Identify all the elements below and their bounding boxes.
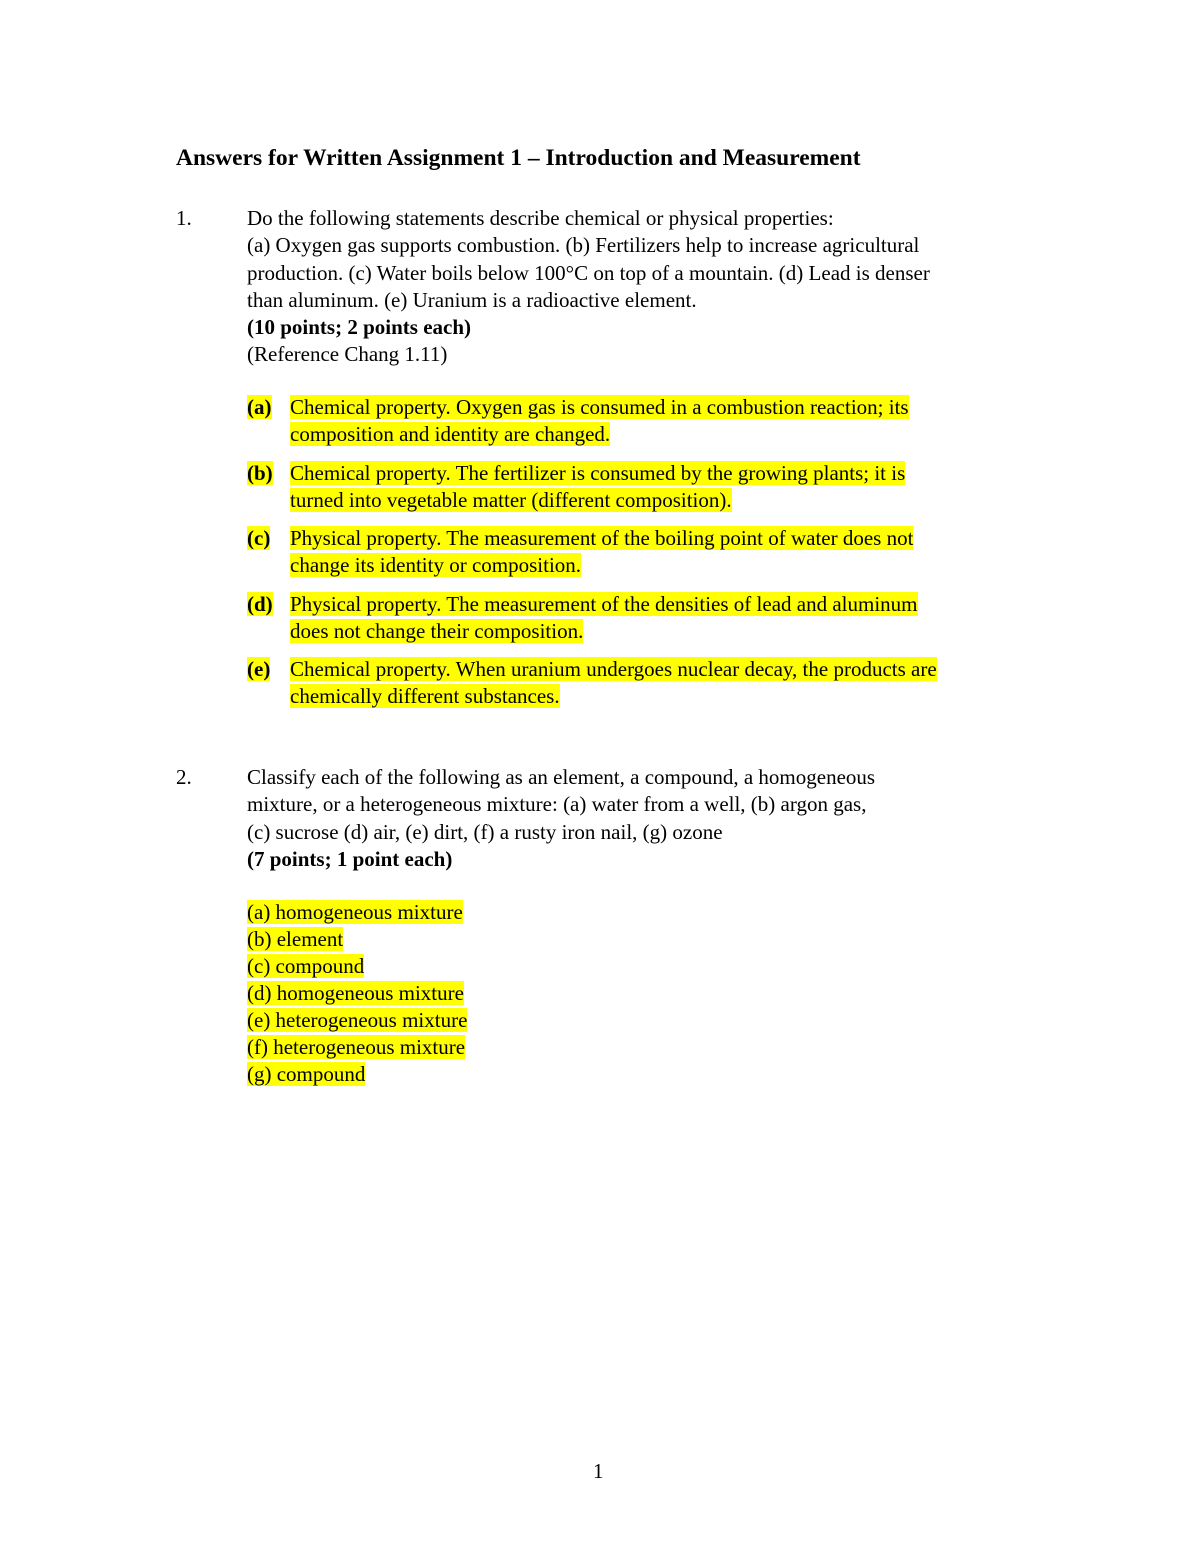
answer-label: (c)	[247, 526, 271, 550]
question-1-number: 1.	[176, 206, 192, 230]
question-1-line: Do the following statements describe chemical or physical properties:	[247, 206, 834, 230]
list-item: (f) heterogeneous mixture	[247, 1035, 466, 1059]
question-2-points: (7 points; 1 point each)	[247, 846, 453, 871]
list-item: (b) element	[247, 927, 344, 951]
answer-text: Chemical property. The fertilizer is consumed by the growing plants; it is	[290, 460, 906, 485]
question-2-prompt	[247, 764, 1047, 873]
list-item: (a) homogeneous mixture	[247, 900, 463, 924]
question-1-reference: (Reference Chang 1.11)	[247, 342, 448, 367]
answer-text: composition and identity are changed.	[290, 422, 611, 447]
question-2-number: 2.	[176, 765, 192, 789]
answer-text: Chemical property. Oxygen gas is consumed in a combustion reaction; its	[290, 395, 909, 419]
question-1-line: than aluminum. (e) Uranium is a radioactive element.	[247, 287, 697, 312]
document-title: Answers for Written Assignment 1 – Introduction and Measurement	[176, 145, 861, 171]
question-2-line: (c) sucrose (d) air, (e) dirt, (f) a rusty iron nail, (g) ozone	[247, 819, 723, 844]
answer-label: (a)	[247, 395, 272, 419]
answer-label: (d)	[247, 591, 273, 616]
answer-text: chemically different substances.	[290, 684, 560, 709]
answer-text: turned into vegetable matter (different composition).	[290, 487, 732, 512]
list-item: (c) compound	[247, 954, 365, 978]
answer-text: Chemical property. When uranium undergoes nuclear decay, the products are	[290, 657, 937, 681]
answer-text: does not change their composition.	[290, 618, 584, 643]
question-2-line: mixture, or a heterogeneous mixture: (a) water from a well, (b) argon gas,	[247, 792, 867, 817]
answer-text: Physical property. The measurement of the boiling point of water does not	[290, 526, 914, 550]
question-2-answers	[247, 899, 467, 1088]
list-item: (e) heterogeneous mixture	[247, 1008, 468, 1032]
page-number: 1	[593, 1459, 604, 1483]
question-1-line: (a) Oxygen gas supports combustion. (b) Fertilizers help to increase agricultural	[247, 233, 920, 258]
question-1-line: production. (c) Water boils below 100°C on top of a mountain. (d) Lead is denser	[247, 260, 930, 285]
list-item: (d) homogeneous mixture	[247, 981, 464, 1005]
question-2-line: Classify each of the following as an element, a compound, a homogeneous	[247, 765, 876, 789]
list-item: (g) compound	[247, 1062, 366, 1086]
answer-label: (e)	[247, 657, 271, 681]
answer-text: change its identity or composition.	[290, 553, 582, 578]
question-1-prompt	[247, 205, 1047, 369]
answer-text: Physical property. The measurement of the densities of lead and aluminum	[290, 591, 918, 616]
question-1-points: (10 points; 2 points each)	[247, 315, 472, 340]
answer-label: (b)	[247, 460, 273, 485]
